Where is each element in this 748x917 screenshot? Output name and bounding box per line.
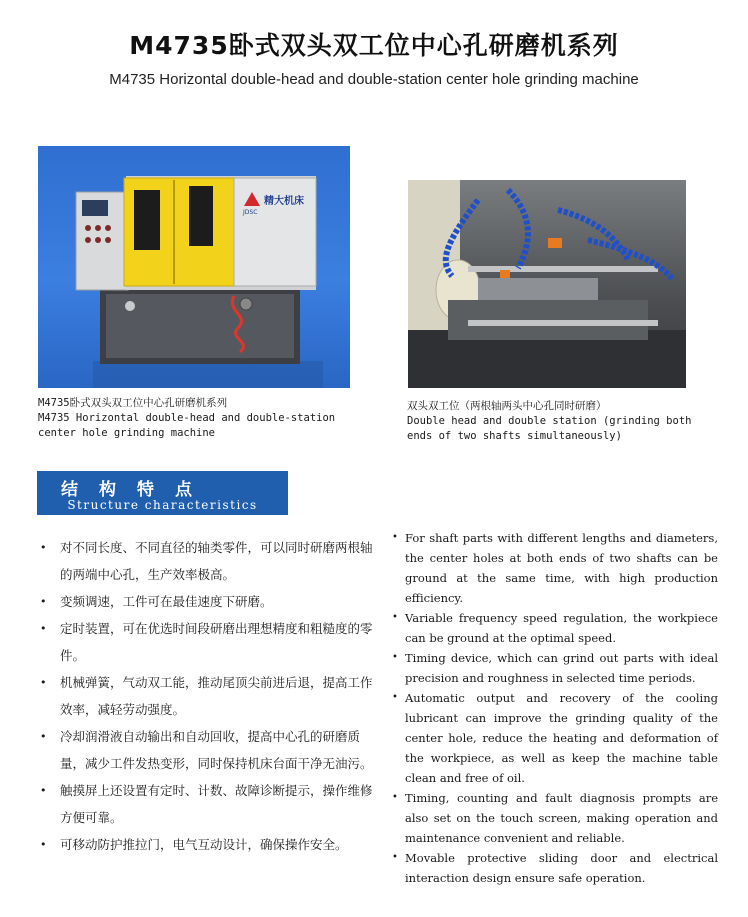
page-title-cn: M4735卧式双头双工位中心孔研磨机系列 xyxy=(129,31,619,60)
list-item: • Variable frequency speed regulation, the workpiece can be ground at the optimal speed. xyxy=(392,608,718,648)
machine-photo-caption: M4735卧式双头双工位中心孔研磨机系列 M4735 Horizontal double-head and double-station center hole grinding machine xyxy=(38,397,336,439)
list-item: • 变频调速，工件可在最佳速度下研磨。 xyxy=(38,588,373,615)
list-item: • Automatic output and recovery of the cooling lubricant can improve the grinding quality of the center hole, reduce the heating and deformation of the workpiece, as well as keep the machine table clean and free of oil. xyxy=(392,688,718,788)
list-item: • Timing device, which can grind out parts with ideal precision and roughness in selected time periods. xyxy=(392,648,718,688)
features-list-cn xyxy=(38,534,373,858)
brand-logo-text: 精大机床 xyxy=(264,196,304,207)
list-item: • 触摸屏上还设置有定时、计数、故障诊断提示，操作维修方便可靠。 xyxy=(38,777,373,831)
machine-illustration xyxy=(38,146,350,388)
grinding-detail-caption: 双头双工位（两根轴两头中心孔同时研磨） Double head and double station (grinding both ends of two shafts simultaneously) xyxy=(407,400,692,442)
list-item: • 对不同长度、不同直径的轴类零件，可以同时研磨两根轴的两端中心孔，生产效率极高。 xyxy=(38,534,373,588)
brand-logo-sub: JDSC xyxy=(243,209,258,216)
page-title-en: M4735 Horizontal double-head and double-station center hole grinding machine xyxy=(109,71,639,88)
list-item: • Movable protective sliding door and electrical interaction design ensure safe operation. xyxy=(392,848,718,888)
machine-photo xyxy=(38,146,350,388)
grinding-detail-photo xyxy=(408,180,686,388)
section-title-en: Structure characteristics xyxy=(67,498,258,512)
features-list-en xyxy=(392,528,718,888)
grinding-detail-illustration xyxy=(408,180,686,388)
list-item: • 可移动防护推拉门，电气互动设计，确保操作安全。 xyxy=(38,831,373,858)
list-item: • 定时装置，可在优选时间段研磨出理想精度和粗糙度的零件。 xyxy=(38,615,373,669)
list-item: • 机械弹簧，气动双工能，推动尾顶尖前进后退，提高工作效率，减轻劳动强度。 xyxy=(38,669,373,723)
section-title-cn: 结构特点 xyxy=(61,480,213,500)
list-item: • 冷却润滑液自动输出和自动回收，提高中心孔的研磨质量，减少工件发热变形，同时保持机床台面干净无油污。 xyxy=(38,723,373,777)
list-item: • For shaft parts with different lengths and diameters, the center holes at both ends of two shafts can be ground at the same time, with high production efficiency. xyxy=(392,528,718,608)
section-heading xyxy=(37,471,288,515)
list-item: • Timing, counting and fault diagnosis prompts are also set on the touch screen, making operation and maintenance convenient and reliable. xyxy=(392,788,718,848)
